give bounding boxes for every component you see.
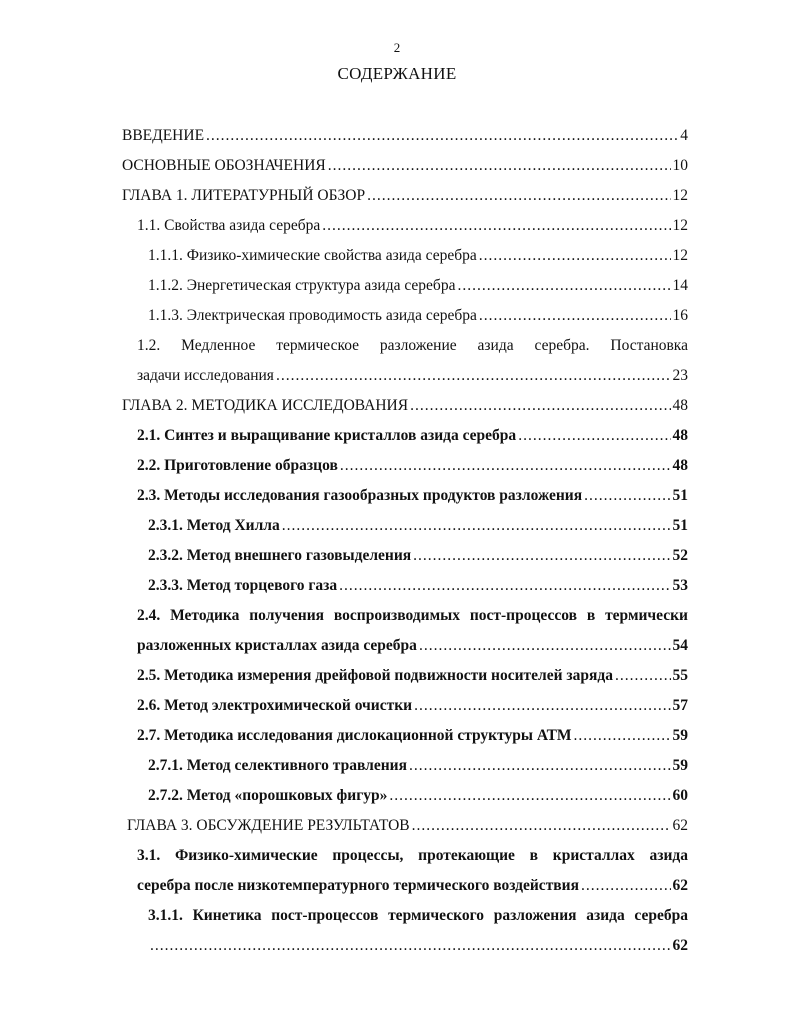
- leader-dots: [410, 394, 670, 418]
- toc-entry-text: 1.1.2. Энергетическая структура азида серебра: [148, 277, 456, 294]
- leader-dots: [150, 934, 671, 958]
- toc-entry-2-7-1: [148, 754, 688, 778]
- toc-entry-text: серебра после низкотемпературного термического воздействия: [137, 877, 579, 894]
- leader-dots: [367, 184, 670, 208]
- toc-entry-page: 62: [672, 877, 688, 894]
- toc-entry-text: 2.3.3. Метод торцевого газа: [148, 577, 338, 594]
- leader-dots: [409, 754, 671, 778]
- toc-entry-text: разложенных кристаллах азида серебра: [137, 637, 417, 654]
- leader-dots: [412, 814, 671, 838]
- toc-entry-2-4-line1: [137, 604, 688, 628]
- toc-entry-page: 54: [672, 637, 688, 654]
- toc-entry-page: 59: [672, 757, 688, 774]
- toc-entry-chapter-3: [127, 814, 688, 838]
- toc-entry-text: 2.3. Методы исследования газообразных продуктов разложения: [137, 487, 583, 504]
- toc-entry-1-1: [137, 214, 688, 238]
- leader-dots: [479, 244, 671, 268]
- toc-entry-introduction: [122, 124, 688, 148]
- leader-dots: [328, 154, 671, 178]
- toc-entry-2-3-2: [148, 544, 688, 568]
- toc-entry-text: 1.1. Свойства азида серебра: [137, 217, 321, 234]
- toc-entry-text: ВВЕДЕНИЕ: [122, 127, 205, 144]
- toc-entry-text: 1.1.1. Физико-химические свойства азида серебра: [148, 247, 477, 264]
- toc-entry-page: 12: [672, 247, 688, 264]
- toc-entry-2-2: [137, 454, 688, 478]
- toc-entry-2-7-2: [148, 784, 688, 808]
- leader-dots: [389, 784, 670, 808]
- toc-entry-1-2-line2: [137, 364, 688, 388]
- toc-entry-page: 62: [672, 817, 688, 834]
- toc-entry-2-3-3: [148, 574, 688, 598]
- toc-entry-2-7: [137, 724, 688, 748]
- toc-entry-text: 2.7.1. Метод селективного травления: [148, 757, 407, 774]
- leader-dots: [414, 694, 670, 718]
- toc-entry-page: 53: [672, 577, 688, 594]
- toc-entry-page: 62: [672, 937, 688, 954]
- toc-entry-page: 12: [672, 217, 688, 234]
- toc-entry-page: 23: [672, 367, 688, 384]
- toc-entry-text: 2.6. Метод электрохимической очистки: [137, 697, 413, 714]
- toc-entry-text: 2.4. Методика получения воспроизводимых пост-процессов в термически: [137, 607, 688, 624]
- leader-dots: [282, 514, 671, 538]
- leader-dots: [322, 214, 670, 238]
- toc-entry-page: 57: [672, 697, 688, 714]
- leader-dots: [584, 484, 670, 508]
- toc-entry-text: 2.3.1. Метод Хилла: [148, 517, 280, 534]
- toc-entry-3-1-line1: [137, 844, 688, 868]
- toc-entry-3-1-1-line2: [148, 934, 688, 958]
- toc-entry-page: 48: [672, 427, 688, 444]
- leader-dots: [615, 664, 671, 688]
- toc-entry-2-3: [137, 484, 688, 508]
- toc-entry-text: 1.2. Медленное термическое разложение азида серебра. Постановка: [137, 337, 688, 354]
- toc-entry-2-6: [137, 694, 688, 718]
- leader-dots: [339, 574, 670, 598]
- leader-dots: [457, 274, 670, 298]
- leader-dots: [479, 304, 671, 328]
- toc-entry-text: 2.7.2. Метод «порошковых фигур»: [148, 787, 388, 804]
- toc-entry-page: 60: [672, 787, 688, 804]
- toc-entry-2-4-line2: [137, 634, 688, 658]
- page-number: 2: [393, 40, 401, 55]
- toc-entry-page: 48: [672, 457, 688, 474]
- leader-dots: [340, 454, 671, 478]
- toc-entry-text: ГЛАВА 2. МЕТОДИКА ИССЛЕДОВАНИЯ: [122, 397, 409, 414]
- toc-entry-page: 10: [672, 157, 688, 174]
- leader-dots: [413, 544, 670, 568]
- toc-entry-1-1-2: [148, 274, 688, 298]
- toc-entry-notation: [122, 154, 688, 178]
- toc-entry-text: 2.1. Синтез и выращивание кристаллов азида серебра: [137, 427, 517, 444]
- leader-dots: [276, 364, 671, 388]
- toc-entry-text: ГЛАВА 1. ЛИТЕРАТУРНЫЙ ОБЗОР: [122, 187, 366, 204]
- toc-entry-chapter-1: [122, 184, 688, 208]
- toc-entry-page: 59: [672, 727, 688, 744]
- toc-entry-page: 51: [672, 517, 688, 534]
- toc-entry-text: 1.1.3. Электрическая проводимость азида серебра: [148, 307, 477, 324]
- toc-entry-chapter-2: [122, 394, 688, 418]
- toc-entry-text: ОСНОВНЫЕ ОБОЗНАЧЕНИЯ: [122, 157, 326, 174]
- toc-entry-page: 55: [672, 667, 688, 684]
- toc-entry-page: 51: [672, 487, 688, 504]
- toc-entry-page: 4: [680, 127, 688, 144]
- toc-entry-text: 2.2. Приготовление образцов: [137, 457, 338, 474]
- toc-entry-3-1-1-line1: [148, 904, 688, 928]
- page-title: СОДЕРЖАНИЕ: [337, 64, 457, 83]
- toc-entry-text: задачи исследования: [137, 367, 274, 384]
- toc-entry-page: 52: [672, 547, 688, 564]
- toc-entry-1-1-3: [148, 304, 688, 328]
- toc-entry-1-1-1: [148, 244, 688, 268]
- toc-entry-text: 2.5. Методика измерения дрейфовой подвижности носителей заряда: [137, 667, 613, 684]
- leader-dots: [573, 724, 670, 748]
- leader-dots: [206, 124, 678, 148]
- toc-entry-page: 12: [672, 187, 688, 204]
- toc-entry-page: 16: [672, 307, 688, 324]
- toc-entry-page: 14: [672, 277, 688, 294]
- toc-entry-text: 3.1. Физико-химические процессы, протекающие в кристаллах азида: [137, 847, 688, 864]
- toc-entry-text: 3.1.1. Кинетика пост-процессов термического разложения азида серебра: [148, 907, 688, 924]
- toc-entry-3-1-line2: [137, 874, 688, 898]
- toc-entry-text: 2.7. Методика исследования дислокационной структуры АТМ: [137, 727, 572, 744]
- toc-entry-page: 48: [672, 397, 688, 414]
- leader-dots: [419, 634, 671, 658]
- leader-dots: [581, 874, 671, 898]
- toc-entry-1-2-line1: [137, 334, 688, 358]
- leader-dots: [518, 424, 670, 448]
- toc-entry-2-3-1: [148, 514, 688, 538]
- toc-entry-text: 2.3.2. Метод внешнего газовыделения: [148, 547, 412, 564]
- toc-entry-2-1: [137, 424, 688, 448]
- toc-entry-text: ГЛАВА 3. ОБСУЖДЕНИЕ РЕЗУЛЬТАТОВ: [127, 817, 410, 834]
- toc-entry-2-5: [137, 664, 688, 688]
